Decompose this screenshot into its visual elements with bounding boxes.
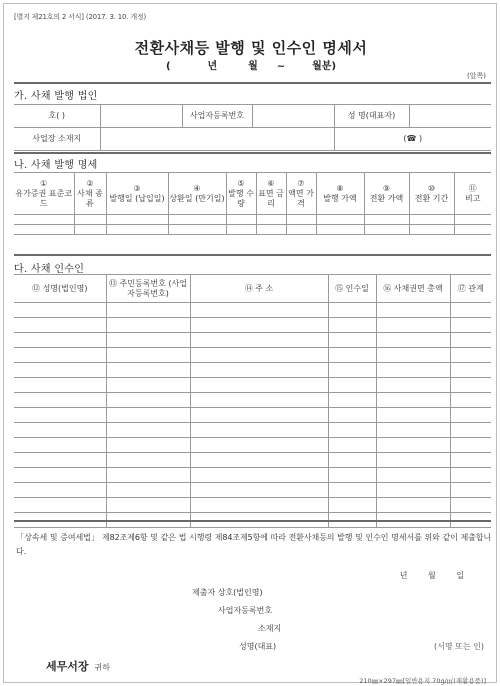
underwriter-cell[interactable] bbox=[450, 468, 491, 483]
underwriter-cell[interactable] bbox=[376, 348, 450, 363]
underwriter-cell[interactable] bbox=[14, 483, 106, 498]
underwriter-cell[interactable] bbox=[450, 498, 491, 513]
underwriter-cell[interactable] bbox=[106, 483, 190, 498]
issuance-cell[interactable] bbox=[106, 215, 168, 225]
underwriter-cell[interactable] bbox=[190, 348, 328, 363]
section1-title: 가. 사채 발행 법인 bbox=[14, 91, 98, 102]
underwriter-cell[interactable] bbox=[376, 363, 450, 378]
issuance-column-header bbox=[316, 173, 364, 215]
column-number: ⑦ bbox=[297, 178, 305, 188]
underwriter-cell[interactable] bbox=[190, 453, 328, 468]
issuance-column-header bbox=[454, 173, 491, 215]
underwriter-cell[interactable] bbox=[106, 393, 190, 408]
issuance-cell[interactable] bbox=[256, 215, 286, 225]
column-number: ① bbox=[40, 178, 48, 188]
underwriter-cell[interactable] bbox=[450, 378, 491, 393]
underwriter-table bbox=[14, 274, 491, 528]
section3-title: 다. 사채 인수인 bbox=[14, 264, 85, 275]
column-label: 전환 가액 bbox=[369, 193, 404, 203]
underwriter-cell[interactable] bbox=[14, 438, 106, 453]
underwriter-column-header: ⑬ 주민등록번호 (사업자등록번호) bbox=[106, 275, 190, 303]
underwriter-cell[interactable] bbox=[450, 348, 491, 363]
address-field[interactable] bbox=[100, 128, 334, 151]
underwriter-cell[interactable] bbox=[14, 453, 106, 468]
underwriter-cell[interactable] bbox=[106, 303, 190, 318]
column-number: ⑩ bbox=[427, 183, 436, 193]
underwriter-cell[interactable] bbox=[14, 318, 106, 333]
column-label: 사채 종류 bbox=[77, 188, 103, 208]
underwriter-cell[interactable] bbox=[328, 483, 376, 498]
issuance-cell[interactable] bbox=[226, 225, 256, 235]
underwriter-cell[interactable] bbox=[328, 348, 376, 363]
underwriter-cell[interactable] bbox=[328, 423, 376, 438]
underwriter-cell[interactable] bbox=[450, 483, 491, 498]
issuance-column-header bbox=[106, 173, 168, 215]
column-number: ⑪ bbox=[468, 183, 477, 193]
issuance-cell[interactable] bbox=[316, 215, 364, 225]
issuance-cell[interactable] bbox=[316, 225, 364, 235]
underwriter-cell[interactable] bbox=[376, 408, 450, 423]
issuance-cell[interactable] bbox=[364, 225, 409, 235]
underwriter-cell[interactable] bbox=[376, 378, 450, 393]
table-row bbox=[14, 303, 491, 318]
underwriter-cell[interactable] bbox=[190, 483, 328, 498]
column-number: ③ bbox=[133, 183, 141, 193]
issuance-column-header bbox=[256, 173, 286, 215]
underwriter-cell[interactable] bbox=[106, 333, 190, 348]
underwriter-cell[interactable] bbox=[376, 453, 450, 468]
signature-note[interactable]: (서명 또는 인) bbox=[434, 642, 484, 651]
column-label: 발행 수량 bbox=[228, 188, 254, 208]
table-row bbox=[14, 483, 491, 498]
underwriter-cell[interactable] bbox=[190, 393, 328, 408]
underwriter-column-header: ⑮ 인수일 bbox=[328, 275, 376, 303]
biz-reg-no-field[interactable] bbox=[252, 105, 334, 128]
issuance-table bbox=[14, 172, 491, 235]
underwriter-cell[interactable] bbox=[450, 303, 491, 318]
table-row bbox=[14, 408, 491, 423]
issuance-cell[interactable] bbox=[256, 225, 286, 235]
underwriter-cell[interactable] bbox=[190, 363, 328, 378]
submitter-address-label: 소재지 bbox=[258, 624, 282, 633]
underwriter-cell[interactable] bbox=[106, 423, 190, 438]
underwriter-cell[interactable] bbox=[328, 438, 376, 453]
column-label: 상환일 (만기일) bbox=[169, 193, 225, 203]
submitter-biz-reg-no-label: 사업자등록번호 bbox=[218, 606, 273, 615]
underwriter-cell[interactable] bbox=[14, 333, 106, 348]
underwriter-cell[interactable] bbox=[450, 393, 491, 408]
underwriter-column-header: ⑫ 성명(법인명) bbox=[14, 275, 106, 303]
underwriter-cell[interactable] bbox=[106, 453, 190, 468]
underwriter-cell[interactable] bbox=[106, 438, 190, 453]
underwriter-cell[interactable] bbox=[450, 408, 491, 423]
issuance-cell[interactable] bbox=[286, 215, 316, 225]
underwriter-cell[interactable] bbox=[106, 408, 190, 423]
underwriter-cell[interactable] bbox=[190, 378, 328, 393]
column-number: ⑨ bbox=[382, 183, 391, 193]
underwriter-cell[interactable] bbox=[14, 423, 106, 438]
submission-date[interactable]: 년 월 일 bbox=[399, 571, 464, 580]
table-row bbox=[14, 393, 491, 408]
tax-office bbox=[46, 658, 110, 674]
underwriter-cell[interactable] bbox=[376, 498, 450, 513]
table-row bbox=[14, 333, 491, 348]
section-divider bbox=[14, 82, 491, 84]
underwriter-cell[interactable] bbox=[376, 423, 450, 438]
underwriter-cell[interactable] bbox=[14, 378, 106, 393]
underwriter-cell[interactable] bbox=[190, 303, 328, 318]
column-label: 발행 가액 bbox=[323, 193, 357, 203]
issuance-cell[interactable] bbox=[454, 225, 491, 235]
underwriter-cell[interactable] bbox=[376, 438, 450, 453]
underwriter-cell[interactable] bbox=[376, 483, 450, 498]
table-row bbox=[14, 468, 491, 483]
underwriter-cell[interactable] bbox=[190, 333, 328, 348]
table-row bbox=[14, 378, 491, 393]
submitter-label: 제출자 상호(법인명) bbox=[192, 588, 263, 597]
biz-reg-no-label: 사업자등록번호 bbox=[182, 105, 252, 128]
trade-name-field[interactable] bbox=[100, 105, 182, 128]
table-row bbox=[14, 363, 491, 378]
form-title: 전환사채등 발행 및 인수인 명세서 bbox=[134, 39, 368, 57]
underwriter-cell[interactable] bbox=[328, 393, 376, 408]
underwriter-cell[interactable] bbox=[190, 438, 328, 453]
address-label: 사업장 소재지 bbox=[14, 128, 100, 151]
issuance-cell[interactable] bbox=[168, 225, 226, 235]
form-period bbox=[4, 57, 498, 72]
underwriter-cell[interactable] bbox=[14, 408, 106, 423]
section2-title: 나. 사채 발행 명세 bbox=[14, 160, 98, 171]
issuance-cell[interactable] bbox=[454, 215, 491, 225]
issuance-cell[interactable] bbox=[74, 215, 106, 225]
underwriter-cell[interactable] bbox=[106, 378, 190, 393]
phone-field[interactable]: (☎ ) bbox=[334, 128, 491, 151]
underwriter-cell[interactable] bbox=[14, 393, 106, 408]
underwriter-column-header: ⑭ 주 소 bbox=[190, 275, 328, 303]
issuance-column-header bbox=[74, 173, 106, 215]
column-number: ④ bbox=[193, 183, 201, 193]
underwriter-cell[interactable] bbox=[450, 423, 491, 438]
underwriter-cell[interactable] bbox=[328, 453, 376, 468]
underwriter-cell[interactable] bbox=[450, 363, 491, 378]
issuance-cell[interactable] bbox=[168, 215, 226, 225]
issuance-cell[interactable] bbox=[409, 215, 454, 225]
column-label: 유가증권 표준코드 bbox=[15, 188, 73, 208]
underwriter-cell[interactable] bbox=[14, 348, 106, 363]
table-row bbox=[14, 438, 491, 453]
issuance-cell[interactable] bbox=[14, 225, 74, 235]
underwriter-cell[interactable] bbox=[14, 363, 106, 378]
underwriter-cell[interactable] bbox=[328, 498, 376, 513]
column-number: ⑧ bbox=[336, 183, 344, 193]
underwriter-cell[interactable] bbox=[450, 318, 491, 333]
underwriter-cell[interactable] bbox=[328, 333, 376, 348]
underwriter-cell[interactable] bbox=[190, 498, 328, 513]
issuance-cell[interactable] bbox=[226, 215, 256, 225]
underwriter-cell[interactable] bbox=[328, 303, 376, 318]
issuance-cell[interactable] bbox=[286, 225, 316, 235]
underwriter-cell[interactable] bbox=[106, 498, 190, 513]
period-month-label: 월 bbox=[248, 61, 258, 72]
underwriter-cell[interactable] bbox=[376, 318, 450, 333]
issuer-table bbox=[14, 104, 491, 151]
submitter-representative-label: 성명(대표) bbox=[239, 642, 277, 651]
paper-spec: 210㎜×297㎜[일반용지 70g/㎡(재활용품)] bbox=[359, 677, 486, 685]
column-number: ⑥ bbox=[267, 178, 275, 188]
tax-office-name: 세무서장 bbox=[46, 660, 89, 673]
underwriter-column-header: ⑯ 사채권면 총액 bbox=[376, 275, 450, 303]
column-label: 전환 기간 bbox=[414, 193, 449, 203]
underwriter-cell[interactable] bbox=[450, 333, 491, 348]
underwriter-cell[interactable] bbox=[14, 303, 106, 318]
underwriter-cell[interactable] bbox=[328, 378, 376, 393]
column-number: ② bbox=[86, 178, 94, 188]
issuance-column-header bbox=[364, 173, 409, 215]
issuance-cell[interactable] bbox=[409, 225, 454, 235]
underwriter-cell[interactable] bbox=[376, 303, 450, 318]
form-number: [별지 제21호의 2 서식] (2017. 3. 10. 개정) bbox=[14, 13, 146, 21]
issuance-column-header bbox=[286, 173, 316, 215]
representative-name-field[interactable] bbox=[409, 105, 491, 128]
period-end-label: 월분) bbox=[312, 61, 337, 72]
underwriter-cell[interactable] bbox=[190, 468, 328, 483]
underwriter-cell[interactable] bbox=[376, 333, 450, 348]
underwriter-cell[interactable] bbox=[106, 468, 190, 483]
column-label: 비고 bbox=[465, 193, 481, 203]
column-label: 액면 가격 bbox=[288, 188, 314, 208]
table-row bbox=[14, 498, 491, 513]
column-label: 발행일 (납입일) bbox=[109, 193, 165, 203]
underwriter-cell[interactable] bbox=[376, 393, 450, 408]
issuance-column-header bbox=[226, 173, 256, 215]
underwriter-cell[interactable] bbox=[106, 363, 190, 378]
underwriter-cell[interactable] bbox=[450, 453, 491, 468]
period-year-label: 년 bbox=[207, 61, 218, 72]
underwriter-column-header: ⑰ 관계 bbox=[450, 275, 491, 303]
issuance-column-header bbox=[14, 173, 74, 215]
issuance-cell[interactable] bbox=[14, 215, 74, 225]
declaration-text: 「상속세 및 증여세법」 제82조제6항 및 같은 법 시행령 제84조제5항에 따라 전환사채등의 발행 및 인수인 명세서를 위와 같이 제출합니다. bbox=[16, 533, 491, 556]
column-label: 표면 금리 bbox=[258, 188, 284, 208]
underwriter-cell[interactable] bbox=[14, 468, 106, 483]
issuance-column-header bbox=[168, 173, 226, 215]
issuance-column-header bbox=[409, 173, 454, 215]
underwriter-cell[interactable] bbox=[328, 408, 376, 423]
underwriter-cell[interactable] bbox=[106, 318, 190, 333]
table-row bbox=[14, 318, 491, 333]
issuance-cell[interactable] bbox=[106, 225, 168, 235]
underwriter-cell[interactable] bbox=[328, 363, 376, 378]
section-divider bbox=[14, 254, 491, 256]
table-row bbox=[14, 453, 491, 468]
table-row bbox=[14, 423, 491, 438]
section-divider bbox=[14, 520, 491, 522]
underwriter-cell[interactable] bbox=[190, 318, 328, 333]
table-row bbox=[14, 348, 491, 363]
underwriter-cell[interactable] bbox=[328, 318, 376, 333]
issuance-cell[interactable] bbox=[364, 215, 409, 225]
section-divider bbox=[14, 152, 491, 154]
underwriter-cell[interactable] bbox=[376, 468, 450, 483]
page-indicator: (앞쪽) bbox=[467, 72, 486, 80]
underwriter-cell[interactable] bbox=[450, 438, 491, 453]
period-tilde: ~ bbox=[276, 61, 286, 72]
underwriter-cell[interactable] bbox=[190, 423, 328, 438]
underwriter-cell[interactable] bbox=[328, 468, 376, 483]
underwriter-cell[interactable] bbox=[14, 498, 106, 513]
issuance-cell[interactable] bbox=[74, 225, 106, 235]
column-number: ⑤ bbox=[237, 178, 245, 188]
tax-office-suffix: 귀하 bbox=[94, 663, 110, 672]
underwriter-cell[interactable] bbox=[190, 408, 328, 423]
representative-name-label: 성 명(대표자) bbox=[334, 105, 409, 128]
underwriter-cell[interactable] bbox=[106, 348, 190, 363]
period-open: ( bbox=[165, 61, 171, 72]
trade-name-label: 호( ) bbox=[14, 105, 100, 128]
form-page bbox=[3, 3, 497, 683]
